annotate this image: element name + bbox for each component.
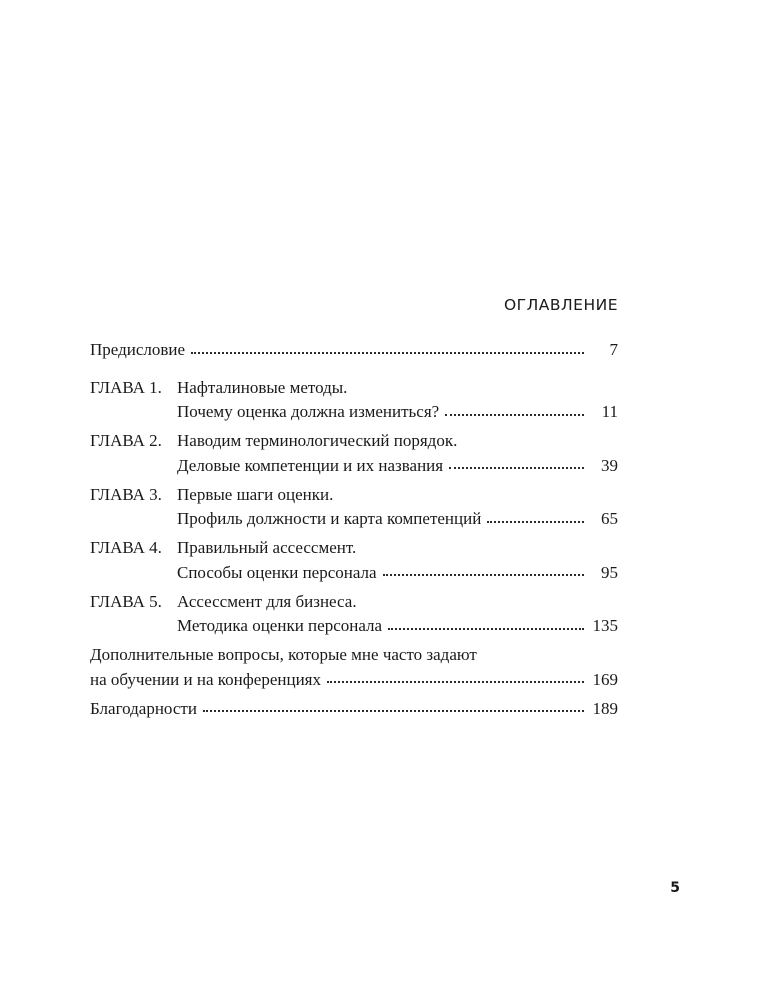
- toc-entry-page: 169: [592, 669, 618, 689]
- toc-entry-acknowledgements[interactable]: [90, 697, 618, 727]
- toc-entry-preface[interactable]: [90, 338, 618, 374]
- page-number: 5: [670, 880, 680, 896]
- toc-entry-subtitle: Способы оценки персонала: [177, 562, 377, 582]
- toc-entry-subtitle: Профиль должности и карта компетенций: [177, 509, 482, 528]
- dot-leader: [449, 467, 584, 469]
- dot-leader: [327, 681, 584, 683]
- chapter-label: ГЛАВА 5.: [90, 591, 162, 611]
- toc-entry-subtitle: на обучении и на конференциях: [90, 669, 321, 689]
- toc-title: ОГЛАВЛЕНИЕ: [503, 296, 618, 314]
- toc-entry-title: Дополнительные вопросы, которые мне часто задают: [90, 645, 477, 664]
- toc-entry-chapter-1[interactable]: [90, 376, 618, 428]
- dot-leader: [191, 352, 584, 354]
- toc-entry-page: 95: [601, 562, 618, 582]
- toc-entry-chapter-5[interactable]: [90, 590, 618, 642]
- toc-entry-title: Ассессмент для бизнеса.: [177, 591, 357, 611]
- toc-entry-chapter-3[interactable]: [90, 483, 618, 535]
- toc-entry-title: Нафталиновые методы.: [177, 377, 348, 397]
- dot-leader: [383, 574, 584, 576]
- toc-entry-chapter-4[interactable]: [90, 536, 618, 588]
- toc-entry-page: 189: [592, 698, 618, 718]
- toc-entry-page: 11: [601, 402, 618, 421]
- toc-entry-chapter-2[interactable]: [90, 429, 618, 481]
- toc-entry-title: Первые шаги оценки.: [177, 484, 334, 504]
- toc-entry-subtitle: Почему оценка должна измениться?: [177, 402, 440, 421]
- dot-leader: [445, 414, 584, 416]
- toc-entry-additional-questions[interactable]: [90, 643, 618, 695]
- chapter-label: ГЛАВА 2.: [90, 431, 162, 450]
- toc-entry-title: Наводим терминологический порядок.: [177, 431, 458, 450]
- toc-entry-title: Правильный ассессмент.: [177, 538, 357, 557]
- toc-entry-page: 135: [592, 616, 618, 635]
- toc-entry-subtitle: Деловые компетенции и их названия: [177, 455, 444, 475]
- dot-leader: [203, 710, 584, 712]
- dot-leader: [388, 628, 584, 630]
- toc-entry-page: 39: [601, 455, 618, 475]
- chapter-label: ГЛАВА 4.: [90, 538, 162, 557]
- dot-leader: [487, 521, 584, 523]
- toc-entry-title: Предисловие: [90, 340, 186, 359]
- chapter-label: ГЛАВА 1.: [90, 377, 162, 397]
- toc-entry-subtitle: Методика оценки персонала: [177, 616, 383, 635]
- toc-entry-page: 65: [601, 509, 618, 528]
- chapter-label: ГЛАВА 3.: [90, 484, 162, 504]
- table-of-contents: [90, 338, 618, 728]
- toc-entry-title: Благодарности: [90, 698, 197, 718]
- toc-entry-page: 7: [609, 340, 618, 359]
